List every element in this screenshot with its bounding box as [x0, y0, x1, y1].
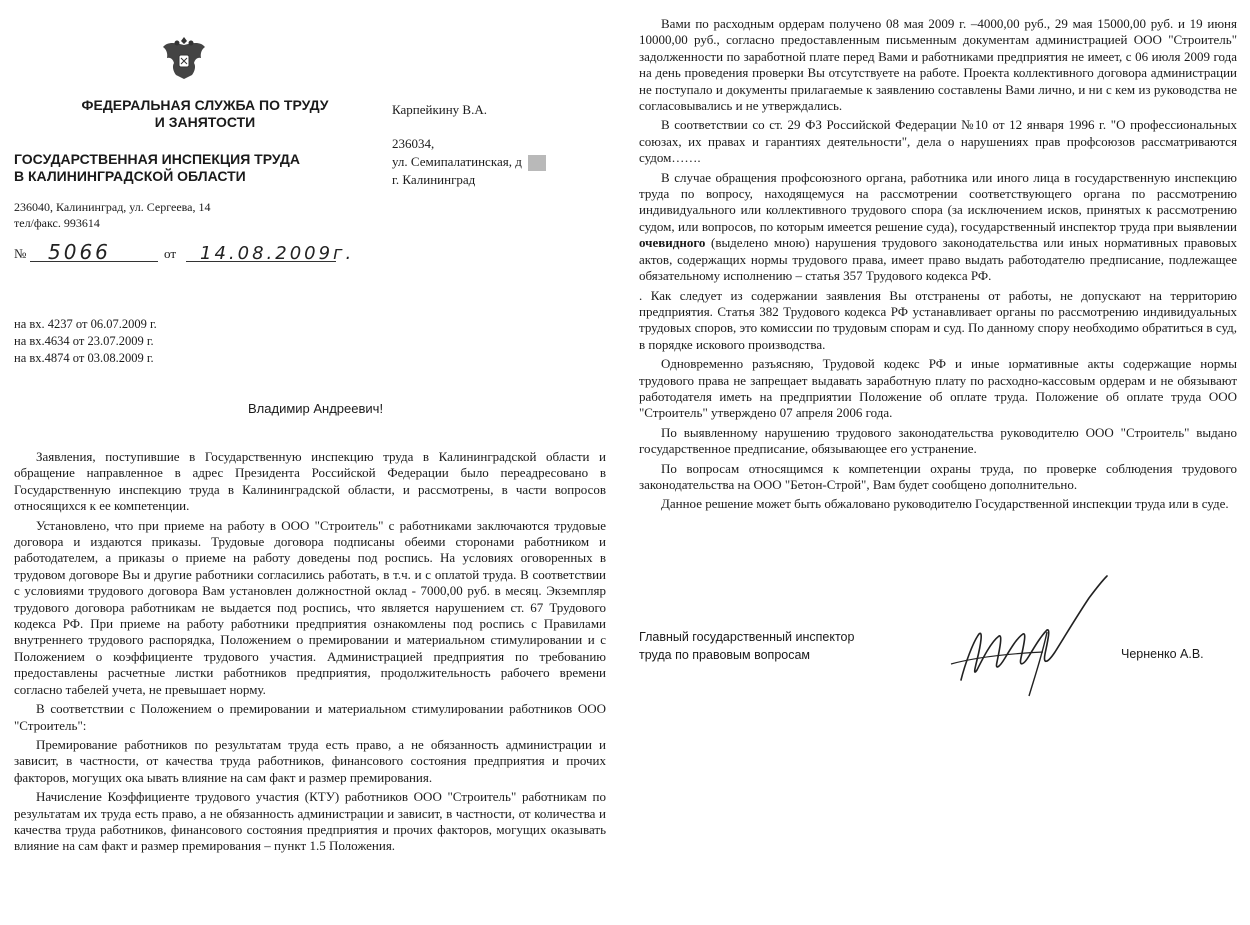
addressee-street: ул. Семипалатинская, д [392, 153, 546, 171]
ministry-name [55, 97, 355, 131]
number-label: № [14, 246, 27, 261]
signatory-name: Черненко А.В. [1121, 647, 1204, 661]
outgoing-number-line [14, 242, 354, 266]
salutation: Владимир Андреевич! [248, 401, 384, 416]
redacted-house-number [528, 155, 546, 171]
paragraph: Данное решение может быть обжаловано руководителю Государственной инспекции труда или в суде. [661, 496, 1229, 512]
paragraph: По выявленному нарушению трудового законодательства руководителю ООО "Строитель" выдано государственное предписание, обязывающее его устранение. [639, 424, 1237, 457]
paragraph: Заявления, поступившие в Государственную инспекцию труда в Калининградской области и обращение направленное в адрес Президента Российской Федерации было переадресовано в Государственную инспекцию труда в Калининградской области, и рассмотрены, в части вопросов относящихся к ее компетенции. [14, 449, 606, 514]
addressee-block [392, 135, 546, 189]
paragraph: Премирование работников по результатам труда есть право, а не обязанность администрации и зависит, в частности, от качества труда работников, финансового состояния предприятия и прочих факторов, могущих ока ывать влияние на сам факт и размер премирования. [14, 736, 606, 785]
letter-body-left [14, 449, 606, 858]
letter-number: 5066 [48, 240, 111, 264]
paragraph: По вопросам относящимся к компетенции охраны труда, по проверке соблюдения трудового законодательства на ООО "Бетон-Строй", Вам будет сообщено дополнительно. [639, 460, 1237, 492]
ministry-line-1: ФЕДЕРАЛЬНАЯ СЛУЖБА ПО ТРУДУ [81, 97, 329, 113]
paragraph: Начисление Коэффициенте трудового участия (КТУ) работников ООО "Строитель" работникам по результатам их труда есть право, а не обязанность администрации и зависит, в частности, от количества и качества труда работников, финансового состояния предприятия и прочих факторов, могущих оказывать влияние на сам факт и размер премирования – пункт 1.5 Положения. [14, 789, 606, 854]
paragraph: Установлено, что при приеме на работу в ООО "Строитель" с работниками заключаются трудовые договора и издаются приказы. Трудовые договора подписаны обеими сторонами работником и работодателем, а приказы о приеме на работу доведены под роспись. На условиях оговоренных в трудовом договоре Вы и другие работники согласились работать, в т.ч. и с оплатой труда. В соответствии с условиями трудового договора Вам установлен должностной оклад - 7000,00 руб. в месяц. Экземпляр трудового договора работникам не выдается под роспись, что является нарушением ст. 67 Трудового кодекса РФ. При приеме на работу работники предприятия ознакомлены под роспись с Правилами внутреннего трудового распорядка, Положением о премировании и материальном стимулировании и с Положением о коэффициенте трудового участия. Администрацией предприятия по требованию предоставлены расчетные листки работников предприятия, продолжительность рабочего времени согласно табелей учета, не превышает норму. [14, 517, 606, 697]
ministry-line-2: И ЗАНЯТОСТИ [154, 114, 256, 130]
coat-of-arms-icon [160, 33, 208, 83]
paragraph: Одновременно разъясняю, Трудовой кодекс РФ и иные ıормативные акты содержащие нормы трудового права не запрещает выдавать заработную плату по расходно-кассовым ордерам и не обязывают работодателя иметь на предприятии Положение об оплате труда. Положение об оплате труда ООО "Строитель" утверждено 07 апреля 2006 года. [639, 356, 1237, 421]
addressee-name: Карпейкину В.А. [392, 102, 487, 117]
reference-item: на вх.4634 от 23.07.2009 г. [14, 334, 154, 348]
inspection-line-1: ГОСУДАРСТВЕННАЯ ИНСПЕКЦИЯ ТРУДА [14, 151, 300, 167]
paragraph: В случае обращения профсоюзного органа, работника или иного лица в государственную инспекцию труда по вопросу, находящемуся на рассмотрении соответствующего органа по рассмотрению индивидуального или коллективного трудового спора (за исключением исков, принятых к рассмотрению судом, или вопросов, по которым имеется решение суда), государственный инспектор труда при выявлении очевидного (выделено мною) нарушения трудового законодательства или иных нормативных правовых актов, содержащих нормы трудового права, имеет право выдать работодателю предписание, подлежащее обязательному исполнению – статья 357 Трудового кодекса РФ. [639, 169, 1237, 284]
letter-body-right [639, 16, 1237, 516]
sender-phone: тел/факс. 993614 [14, 216, 100, 230]
paragraph: В соответствии с Положением о премировании и материальном стимулировании работников ООО "Строитель": [14, 701, 606, 733]
letter-date: 14.08.2009г. [200, 243, 355, 264]
signatory-title: Главный государственный инспектор труда по правовым вопросам [639, 630, 855, 662]
sender-address: 236040, Калининград, ул. Сергеева, 14 [14, 200, 211, 214]
addressee-zip: 236034, [392, 136, 435, 151]
incoming-references [14, 316, 157, 367]
addressee-city: г. Калининград [392, 172, 476, 188]
emphasized-word: очевидного [639, 235, 706, 251]
paragraph: Вами по расходным ордерам получено 08 мая 2009 г. –4000,00 руб., 29 мая 15000,00 руб. и 19 июня 10000,00 руб., согласно предоставленным письменным документам администрацией ООО "Строитель" задолженности по заработной плате перед Вами и работниками предприятия не имеет, с 06 июля 2009 года на день проведения проверки Вы отсутствуете на работе. Проекта коллективного договора администрации не поступало и документы прилагаемые к заявлению составлены Вами лично, и ни с кем из руководства не согласовывались и не утверждались. [639, 16, 1237, 114]
handwritten-signature [943, 572, 1123, 702]
reference-item: на вх. 4237 от 06.07.2009 г. [14, 317, 157, 331]
reference-item: на вх.4874 от 03.08.2009 г. [14, 351, 154, 365]
letter-page-2 [625, 0, 1250, 925]
date-label: от [164, 246, 177, 261]
paragraph: . Как следует из содержании заявления Вы отстранены от работы, не допускают на территорию предприятия. Статья 382 Трудового кодекса РФ устанавливает органы по рассмотрению индивидуальных трудовых споров, это комиссии по трудовым спорам и суд. По данному спору необходимо обратиться в суд, в порядке искового производства. [639, 287, 1237, 352]
paragraph: В соответствии со ст. 29 ФЗ Российской Федерации №10 от 12 января 1996 г. "О профессиональных союзах, их правах и гарантиях деятельности", дела о нарушениях прав профсоюзов рассматриваются судом……. [639, 117, 1237, 166]
inspection-name [14, 151, 374, 185]
inspection-line-2: В КАЛИНИНГРАДСКОЙ ОБЛАСТИ [14, 168, 246, 184]
